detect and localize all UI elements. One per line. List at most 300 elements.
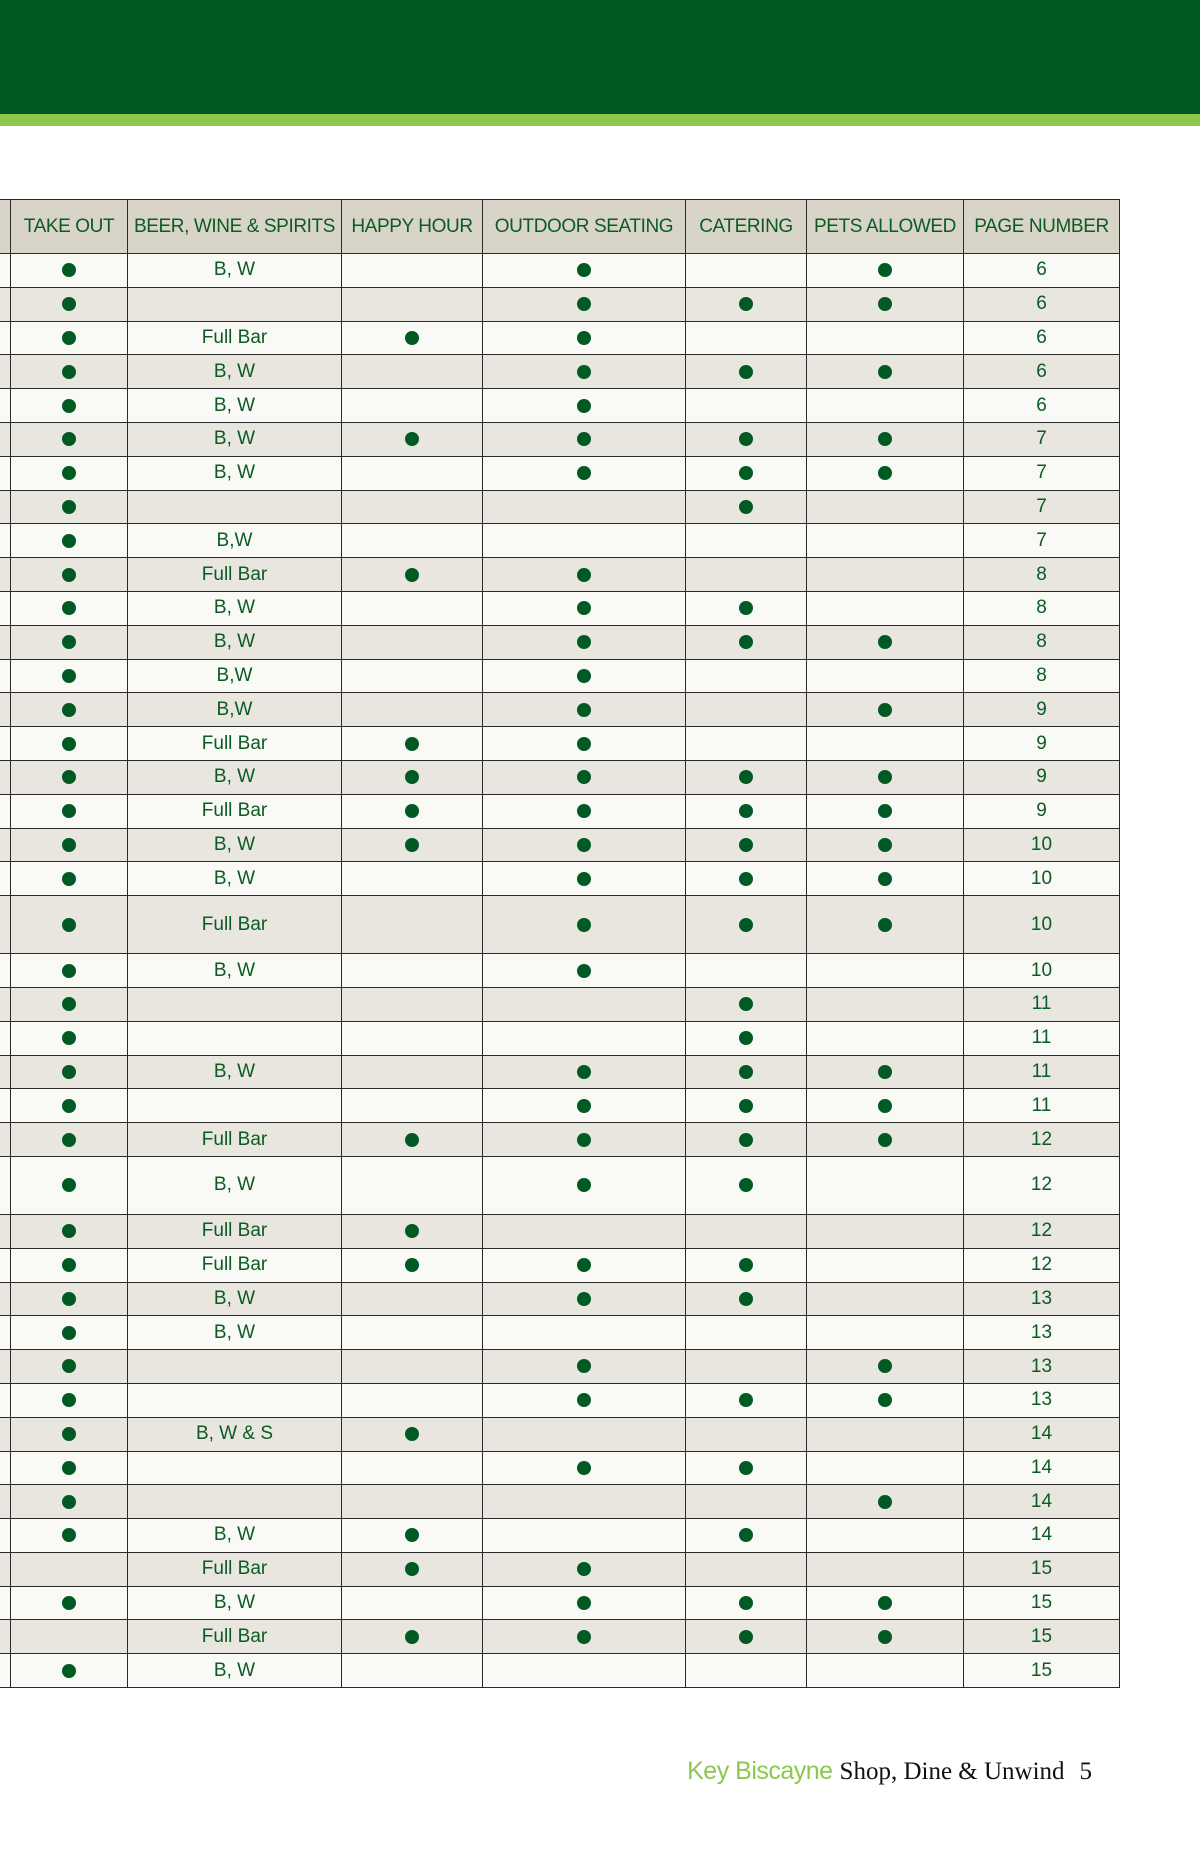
cell-page-number: 14 [964, 1485, 1120, 1519]
column-header-catering: CATERING [686, 200, 807, 254]
table-row [0, 321, 1120, 355]
cell-page-number: 10 [964, 954, 1120, 988]
cell-beer-wine-spirits: B, W [128, 1519, 342, 1553]
dot-icon [577, 466, 591, 480]
cell-catering [686, 1156, 807, 1214]
table-row [0, 1089, 1120, 1123]
dot-icon [405, 1258, 419, 1272]
cell-page-number: 10 [964, 896, 1120, 954]
dot-icon [577, 1133, 591, 1147]
cell-take-out [11, 1417, 128, 1451]
dot-icon [739, 918, 753, 932]
cell-page-number: 7 [964, 456, 1120, 490]
cell-take-out [11, 1089, 128, 1123]
dot-icon [62, 804, 76, 818]
cell-take-out [11, 1552, 128, 1586]
cell-catering [686, 591, 807, 625]
cell-beer-wine-spirits: B, W [128, 828, 342, 862]
cell-pets-allowed [807, 1552, 964, 1586]
cell-beer-wine-spirits: Full Bar [128, 1123, 342, 1157]
cell-catering [686, 389, 807, 423]
cell-take-out [11, 1350, 128, 1384]
cell-beer-wine-spirits [128, 1383, 342, 1417]
cell-cutoff [0, 1654, 11, 1688]
cell-outdoor-seating [483, 490, 686, 524]
cell-catering [686, 1451, 807, 1485]
cell-beer-wine-spirits [128, 1089, 342, 1123]
cell-take-out [11, 987, 128, 1021]
dot-icon [577, 263, 591, 277]
cell-outdoor-seating [483, 389, 686, 423]
dot-icon [577, 365, 591, 379]
dot-icon [739, 601, 753, 615]
cell-happy-hour [342, 524, 483, 558]
dot-icon [577, 1099, 591, 1113]
cell-beer-wine-spirits: B, W [128, 625, 342, 659]
cell-pets-allowed [807, 1383, 964, 1417]
dot-icon [739, 1178, 753, 1192]
cell-take-out [11, 1214, 128, 1248]
cell-happy-hour [342, 1248, 483, 1282]
cell-catering [686, 954, 807, 988]
dot-icon [739, 1292, 753, 1306]
cell-pets-allowed [807, 456, 964, 490]
table-row [0, 422, 1120, 456]
cell-outdoor-seating [483, 456, 686, 490]
dot-icon [878, 804, 892, 818]
cell-page-number: 6 [964, 321, 1120, 355]
cell-pets-allowed [807, 1519, 964, 1553]
cell-pets-allowed [807, 524, 964, 558]
header-accent-stripe [0, 114, 1200, 126]
dot-icon [577, 1596, 591, 1610]
dot-icon [62, 669, 76, 683]
column-header-page-number: PAGE NUMBER [964, 200, 1120, 254]
cell-take-out [11, 862, 128, 896]
dot-icon [739, 1031, 753, 1045]
dot-icon [62, 872, 76, 886]
cell-catering [686, 1552, 807, 1586]
dot-icon [577, 297, 591, 311]
cell-outdoor-seating [483, 355, 686, 389]
cell-outdoor-seating [483, 1451, 686, 1485]
table-row [0, 1055, 1120, 1089]
cell-beer-wine-spirits: B, W [128, 422, 342, 456]
cell-catering [686, 490, 807, 524]
cell-take-out [11, 1620, 128, 1654]
table-row [0, 456, 1120, 490]
dot-icon [739, 1133, 753, 1147]
cell-beer-wine-spirits: B, W [128, 1156, 342, 1214]
dot-icon [739, 1596, 753, 1610]
cell-happy-hour [342, 1350, 483, 1384]
table-row [0, 987, 1120, 1021]
dot-icon [577, 669, 591, 683]
cell-beer-wine-spirits: B,W [128, 659, 342, 693]
cell-pets-allowed [807, 1055, 964, 1089]
cell-outdoor-seating [483, 862, 686, 896]
cell-take-out [11, 287, 128, 321]
dot-icon [739, 635, 753, 649]
dot-icon [62, 838, 76, 852]
cell-cutoff [0, 1089, 11, 1123]
cell-cutoff [0, 287, 11, 321]
dot-icon [62, 703, 76, 717]
dot-icon [62, 1461, 76, 1475]
cell-beer-wine-spirits: B, W [128, 389, 342, 423]
cell-happy-hour [342, 954, 483, 988]
cell-cutoff [0, 389, 11, 423]
cell-outdoor-seating [483, 1214, 686, 1248]
dot-icon [739, 1393, 753, 1407]
cell-cutoff [0, 1383, 11, 1417]
cell-catering [686, 1214, 807, 1248]
page-footer [687, 1757, 1092, 1786]
cell-take-out [11, 659, 128, 693]
cell-happy-hour [342, 1383, 483, 1417]
cell-page-number: 8 [964, 558, 1120, 592]
cell-outdoor-seating [483, 1485, 686, 1519]
cell-page-number: 8 [964, 591, 1120, 625]
cell-outdoor-seating [483, 524, 686, 558]
table-row [0, 524, 1120, 558]
dot-icon [577, 601, 591, 615]
dot-icon [739, 432, 753, 446]
cell-cutoff [0, 862, 11, 896]
dot-icon [739, 1528, 753, 1542]
cell-outdoor-seating [483, 625, 686, 659]
cell-cutoff [0, 1282, 11, 1316]
cell-happy-hour [342, 987, 483, 1021]
dot-icon [62, 263, 76, 277]
cell-beer-wine-spirits: B, W [128, 254, 342, 288]
cell-outdoor-seating [483, 896, 686, 954]
cell-take-out [11, 1282, 128, 1316]
cell-happy-hour [342, 1485, 483, 1519]
dot-icon [878, 1065, 892, 1079]
dot-icon [62, 997, 76, 1011]
cell-cutoff [0, 1451, 11, 1485]
dot-icon [62, 1596, 76, 1610]
cell-take-out [11, 1156, 128, 1214]
dot-icon [62, 1292, 76, 1306]
dot-icon [62, 1326, 76, 1340]
cell-happy-hour [342, 1316, 483, 1350]
cell-happy-hour [342, 254, 483, 288]
cell-outdoor-seating [483, 1089, 686, 1123]
dot-icon [577, 964, 591, 978]
cell-catering [686, 828, 807, 862]
cell-take-out [11, 321, 128, 355]
dot-icon [62, 331, 76, 345]
cell-page-number: 9 [964, 693, 1120, 727]
dot-icon [577, 1178, 591, 1192]
cell-catering [686, 727, 807, 761]
cell-pets-allowed [807, 987, 964, 1021]
cell-page-number: 15 [964, 1654, 1120, 1688]
cell-cutoff [0, 422, 11, 456]
cell-take-out [11, 456, 128, 490]
cell-take-out [11, 1383, 128, 1417]
dot-icon [62, 1031, 76, 1045]
cell-page-number: 7 [964, 422, 1120, 456]
cell-outdoor-seating [483, 254, 686, 288]
cell-cutoff [0, 1021, 11, 1055]
cell-catering [686, 1316, 807, 1350]
cell-happy-hour [342, 1654, 483, 1688]
cell-outdoor-seating [483, 794, 686, 828]
dot-icon [739, 997, 753, 1011]
cell-cutoff [0, 1156, 11, 1214]
table-row [0, 591, 1120, 625]
cell-page-number: 15 [964, 1552, 1120, 1586]
cell-catering [686, 1417, 807, 1451]
cell-happy-hour [342, 1552, 483, 1586]
dot-icon [739, 365, 753, 379]
cell-happy-hour [342, 1282, 483, 1316]
cell-beer-wine-spirits: Full Bar [128, 321, 342, 355]
cell-page-number: 11 [964, 1021, 1120, 1055]
dot-icon [577, 703, 591, 717]
cell-cutoff [0, 1214, 11, 1248]
cell-pets-allowed [807, 1248, 964, 1282]
cell-catering [686, 760, 807, 794]
cell-beer-wine-spirits: B, W [128, 355, 342, 389]
cell-cutoff [0, 659, 11, 693]
cell-cutoff [0, 1055, 11, 1089]
cell-page-number: 7 [964, 490, 1120, 524]
dot-icon [62, 1065, 76, 1079]
table-row [0, 1350, 1120, 1384]
dot-icon [405, 770, 419, 784]
cell-outdoor-seating [483, 693, 686, 727]
dot-icon [577, 1065, 591, 1079]
table-row [0, 727, 1120, 761]
cell-outdoor-seating [483, 1552, 686, 1586]
table-row [0, 389, 1120, 423]
cell-beer-wine-spirits: Full Bar [128, 1620, 342, 1654]
column-header-beer-wine-spirits: BEER, WINE & SPIRITS [128, 200, 342, 254]
cell-happy-hour [342, 1586, 483, 1620]
cell-happy-hour [342, 1417, 483, 1451]
dot-icon [62, 365, 76, 379]
cell-take-out [11, 558, 128, 592]
dot-icon [405, 331, 419, 345]
cell-outdoor-seating [483, 727, 686, 761]
table-row [0, 1282, 1120, 1316]
cell-happy-hour [342, 693, 483, 727]
table-row [0, 287, 1120, 321]
table-row [0, 1586, 1120, 1620]
dot-icon [577, 737, 591, 751]
cell-cutoff [0, 1620, 11, 1654]
table-row [0, 1214, 1120, 1248]
dot-icon [878, 466, 892, 480]
cell-cutoff [0, 1519, 11, 1553]
cell-take-out [11, 727, 128, 761]
cell-cutoff [0, 1350, 11, 1384]
table-row [0, 1021, 1120, 1055]
cell-happy-hour [342, 389, 483, 423]
cell-page-number: 6 [964, 254, 1120, 288]
table-row [0, 1654, 1120, 1688]
table-row [0, 355, 1120, 389]
cell-cutoff [0, 625, 11, 659]
dot-icon [405, 1630, 419, 1644]
dot-icon [739, 297, 753, 311]
dot-icon [62, 737, 76, 751]
cell-happy-hour [342, 659, 483, 693]
dot-icon [878, 872, 892, 886]
cell-catering [686, 355, 807, 389]
cell-page-number: 9 [964, 794, 1120, 828]
cell-beer-wine-spirits [128, 1350, 342, 1384]
dot-icon [878, 1133, 892, 1147]
cell-pets-allowed [807, 254, 964, 288]
table-row [0, 659, 1120, 693]
cell-cutoff [0, 355, 11, 389]
cell-cutoff [0, 524, 11, 558]
cell-pets-allowed [807, 896, 964, 954]
cell-pets-allowed [807, 760, 964, 794]
cell-catering [686, 1383, 807, 1417]
cell-beer-wine-spirits: B,W [128, 524, 342, 558]
cell-page-number: 12 [964, 1156, 1120, 1214]
cell-take-out [11, 591, 128, 625]
cell-cutoff [0, 321, 11, 355]
cell-outdoor-seating [483, 558, 686, 592]
cell-happy-hour [342, 1519, 483, 1553]
cell-beer-wine-spirits: B, W [128, 1282, 342, 1316]
cell-outdoor-seating [483, 1620, 686, 1654]
dot-icon [62, 1427, 76, 1441]
cell-happy-hour [342, 828, 483, 862]
cell-pets-allowed [807, 1282, 964, 1316]
cell-beer-wine-spirits: B, W [128, 954, 342, 988]
cell-happy-hour [342, 1451, 483, 1485]
dot-icon [62, 1258, 76, 1272]
dot-icon [62, 1099, 76, 1113]
cell-page-number: 13 [964, 1350, 1120, 1384]
cell-page-number: 10 [964, 862, 1120, 896]
cell-beer-wine-spirits: B, W [128, 1316, 342, 1350]
cell-outdoor-seating [483, 1156, 686, 1214]
cell-catering [686, 1089, 807, 1123]
dot-icon [739, 1258, 753, 1272]
dot-icon [739, 1099, 753, 1113]
table-row [0, 828, 1120, 862]
cell-page-number: 13 [964, 1316, 1120, 1350]
cell-cutoff [0, 1123, 11, 1157]
cell-catering [686, 1485, 807, 1519]
dot-icon [577, 838, 591, 852]
dot-icon [878, 838, 892, 852]
cell-take-out [11, 828, 128, 862]
cell-happy-hour [342, 321, 483, 355]
cell-happy-hour [342, 760, 483, 794]
dot-icon [62, 568, 76, 582]
dot-icon [62, 964, 76, 978]
cell-beer-wine-spirits: Full Bar [128, 1248, 342, 1282]
dot-icon [739, 1461, 753, 1475]
dot-icon [577, 1292, 591, 1306]
dot-icon [878, 1099, 892, 1113]
dot-icon [878, 432, 892, 446]
cell-page-number: 12 [964, 1123, 1120, 1157]
cell-happy-hour [342, 1620, 483, 1654]
cell-catering [686, 558, 807, 592]
cell-page-number: 13 [964, 1383, 1120, 1417]
cell-outdoor-seating [483, 954, 686, 988]
dot-icon [878, 918, 892, 932]
cell-cutoff [0, 828, 11, 862]
cell-cutoff [0, 558, 11, 592]
amenities-table [0, 199, 1120, 1688]
cell-catering [686, 254, 807, 288]
cell-take-out [11, 1451, 128, 1485]
table-row [0, 254, 1120, 288]
cell-outdoor-seating [483, 987, 686, 1021]
cell-outdoor-seating [483, 1350, 686, 1384]
cell-take-out [11, 1248, 128, 1282]
dot-icon [739, 770, 753, 784]
table-row [0, 625, 1120, 659]
cell-catering [686, 862, 807, 896]
dot-icon [62, 1178, 76, 1192]
cell-page-number: 11 [964, 987, 1120, 1021]
cell-pets-allowed [807, 389, 964, 423]
cell-page-number: 14 [964, 1519, 1120, 1553]
cell-outdoor-seating [483, 1586, 686, 1620]
dot-icon [878, 297, 892, 311]
dot-icon [62, 297, 76, 311]
cell-take-out [11, 355, 128, 389]
dot-icon [577, 1461, 591, 1475]
cell-take-out [11, 693, 128, 727]
table-row [0, 896, 1120, 954]
cell-catering [686, 1021, 807, 1055]
dot-icon [62, 770, 76, 784]
cell-happy-hour [342, 490, 483, 524]
table-row [0, 1552, 1120, 1586]
cell-catering [686, 659, 807, 693]
cell-happy-hour [342, 1123, 483, 1157]
dot-icon [878, 365, 892, 379]
cell-beer-wine-spirits [128, 1021, 342, 1055]
column-header-outdoor-seating: OUTDOOR SEATING [483, 200, 686, 254]
cell-page-number: 6 [964, 355, 1120, 389]
cell-outdoor-seating [483, 1021, 686, 1055]
cell-pets-allowed [807, 287, 964, 321]
dot-icon [739, 466, 753, 480]
cell-pets-allowed [807, 1654, 964, 1688]
cell-pets-allowed [807, 1620, 964, 1654]
dot-icon [62, 399, 76, 413]
cell-pets-allowed [807, 954, 964, 988]
cell-pets-allowed [807, 1586, 964, 1620]
dot-icon [577, 331, 591, 345]
dot-icon [878, 703, 892, 717]
dot-icon [405, 804, 419, 818]
cell-outdoor-seating [483, 1383, 686, 1417]
cell-outdoor-seating [483, 422, 686, 456]
dot-icon [577, 804, 591, 818]
cell-cutoff [0, 591, 11, 625]
dot-icon [577, 635, 591, 649]
cell-catering [686, 1350, 807, 1384]
cell-page-number: 9 [964, 727, 1120, 761]
cell-take-out [11, 254, 128, 288]
